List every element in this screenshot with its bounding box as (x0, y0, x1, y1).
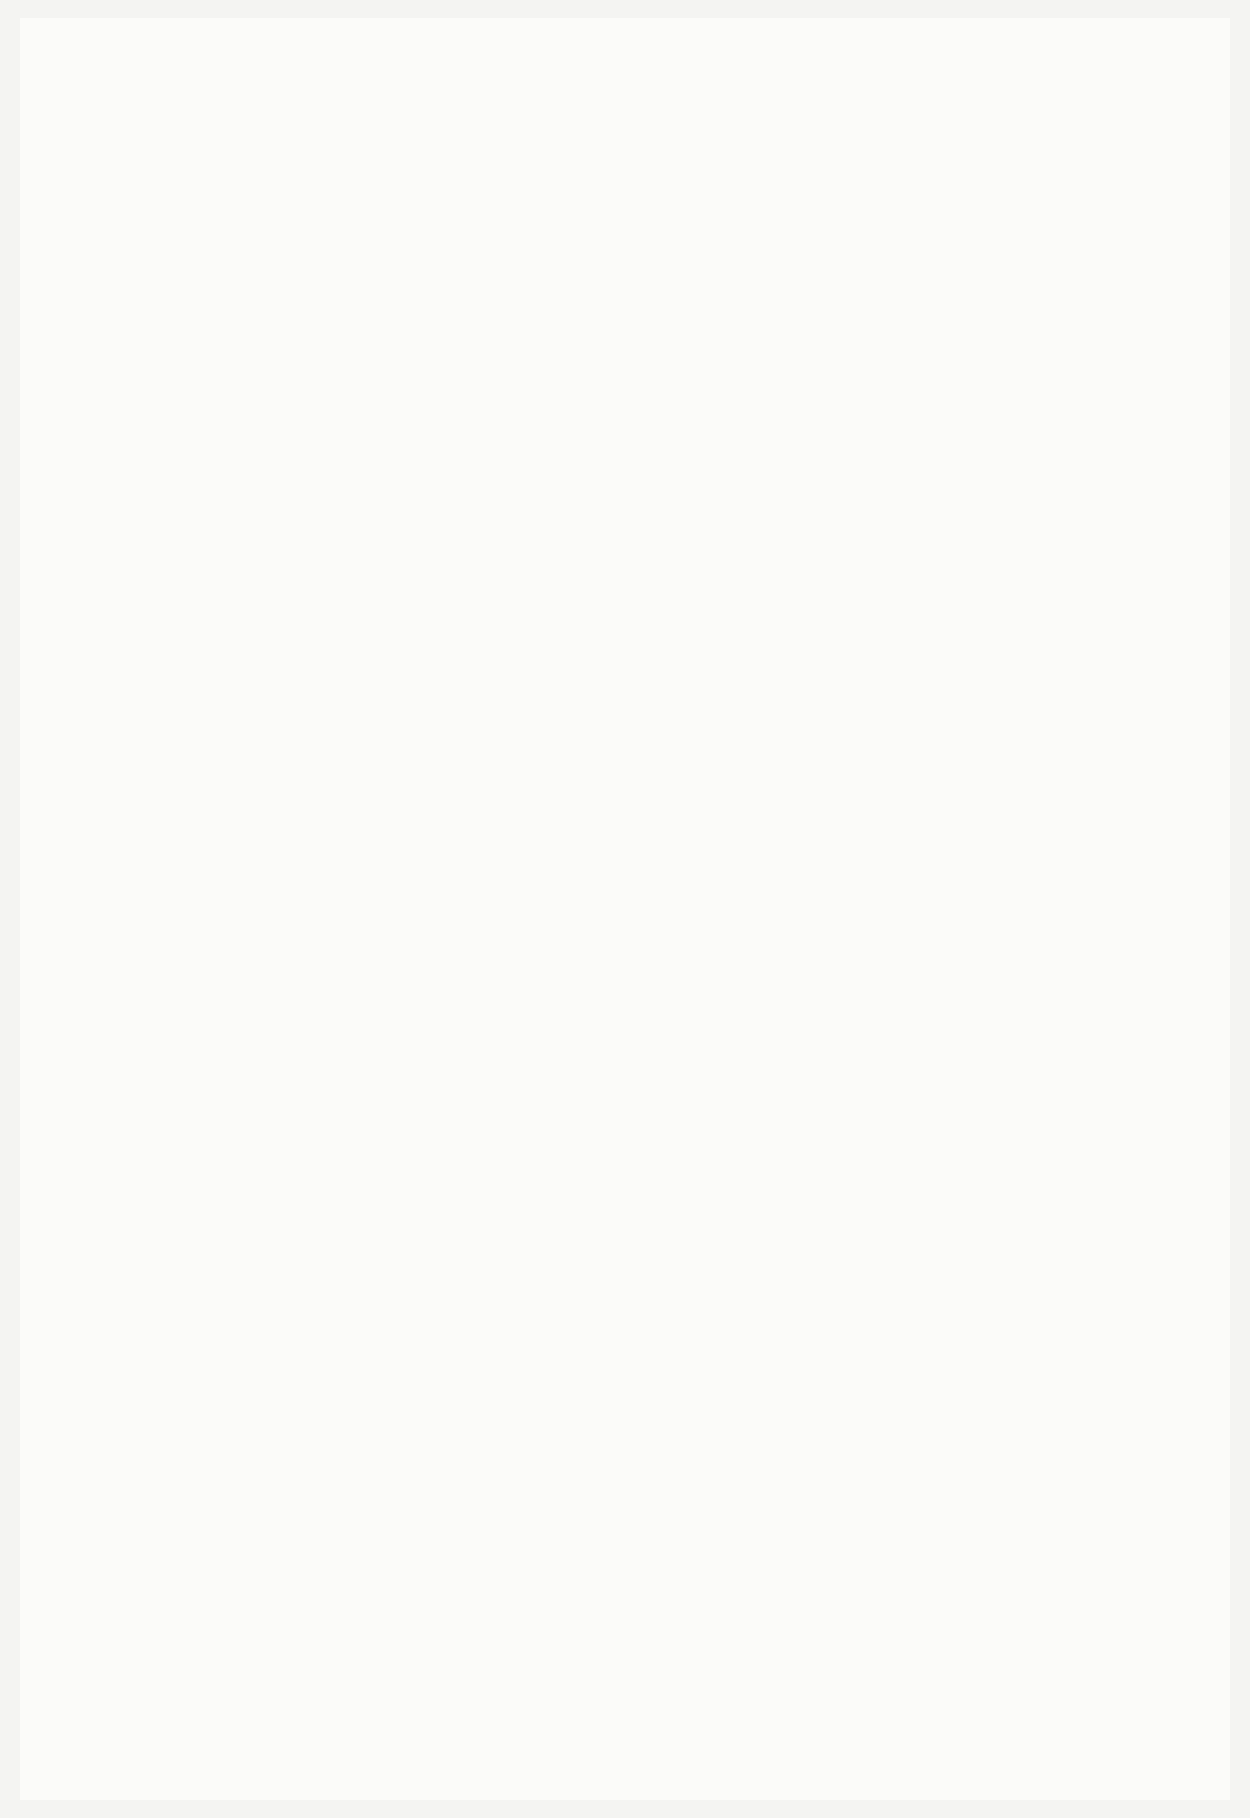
answer-page (20, 18, 1230, 1800)
